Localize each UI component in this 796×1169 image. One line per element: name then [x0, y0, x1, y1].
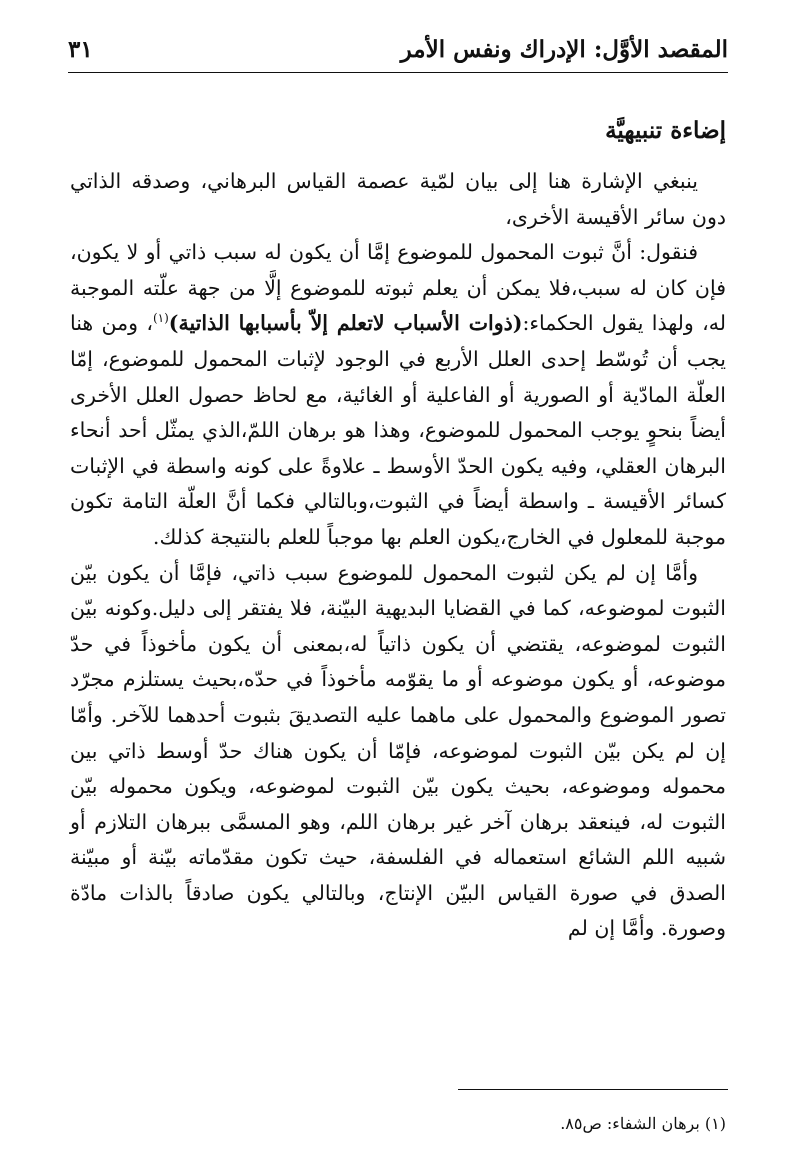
body-text [70, 164, 726, 947]
footnote-marker[interactable]: (١) [152, 311, 169, 326]
paragraph-2-intro: فنقول: أنَّ ثبوت المحمول للموضوع إمَّا أن يكون له سبب ذاتي أو لا يكون، فإن كان له سبب،فلا يمكن أن يعلم ثبوته للموضوع إلَّا من جهة علّته الموجبة له، ولهذا يقول الحكماء: [70, 240, 726, 336]
section-heading: إضاءة تنبيهيَّة [605, 117, 726, 144]
footnote: (١) برهان الشفاء: ص٨٥. [560, 1114, 726, 1133]
page-number: ٣١ [68, 36, 93, 63]
footnote-rule [458, 1089, 728, 1090]
paragraph-3: وأمَّا إن لم يكن لثبوت المحمول للموضوع سبب ذاتي، فإمَّا أن يكون بيّن الثبوت لموضوعه، كما في القضايا البديهية البيّنة، فلا يفتقر إلى دليل.وكونه بيّن الثبوت لموضوعه، يقتضي أن يكون ذاتياً له،بمعنى أن يكون مأخوذاً في حدّ موضوعه، أو يكون موضوعه أو ما يقوّمه مأخوذاً في حدّه،بحيث يستلزم مجرّد تصور الموضوع والمحمول على ماهما عليه التصديقَ بثبوت أحدهما للآخر. وأمّا إن لم يكن بيّن الثبوت لموضوعه، فإمّا أن يكون هناك حدّ أوسط ذاتي بين محموله وموضوعه، بحيث يكون بيّن الثبوت لموضوعه، ويكون محموله بيّن الثبوت له، فينعقد برهان آخر غير برهان اللم، وهو المسمَّى ببرهان التلازم أو شبيه اللم الشائع استعماله في الفلسفة، حيث تكون مقدّماته بيّنة أو مبيّنة الصدق في صورة القياس البيّن الإنتاج، وبالتالي يكون صادقاً بالذات مادّة وصورة. وأمَّا إن لم [70, 560, 726, 941]
paragraph-1: ينبغي الإشارة هنا إلى بيان لمّية عصمة القياس البرهاني، وصدقه الذاتي دون سائر الأقيسة الأخرى، [70, 169, 726, 229]
paragraph-2-rest: ، ومن هنا يجب أن تُوسّط إحدى العلل الأربع في الوجود لإثبات المحمول للموضوع، إمّا العلّة المادّية أو الصورية أو الفاعلية أو الغائية، مع لحاظ حصول العلل الأخرى أيضاً بنحوٍ يوجب المحمول للموضوع، وهذا هو برهان اللمّ،الذي يمثّل أحد أنحاء البرهان العقلي، وفيه يكون الحدّ الأوسط ـ علاوةً على كونه واسطة في الإثبات كسائر الأقيسة ـ واسطة أيضاً في الثبوت،وبالتالي فكما أنَّ العلّة التامة تكون موجبة للمعلول في الخارج،يكون العلم بها موجباً للعلم بالنتيجة كذلك. [70, 311, 726, 549]
bold-quotation: (ذوات الأسباب لاتعلم إلاّ بأسبابها الذاتية) [168, 311, 523, 336]
header-rule [68, 72, 728, 73]
running-title: المقصد الأوَّل: الإدراك ونفس الأمر [400, 36, 728, 63]
page-header [68, 30, 728, 70]
paragraph-2 [70, 235, 726, 555]
